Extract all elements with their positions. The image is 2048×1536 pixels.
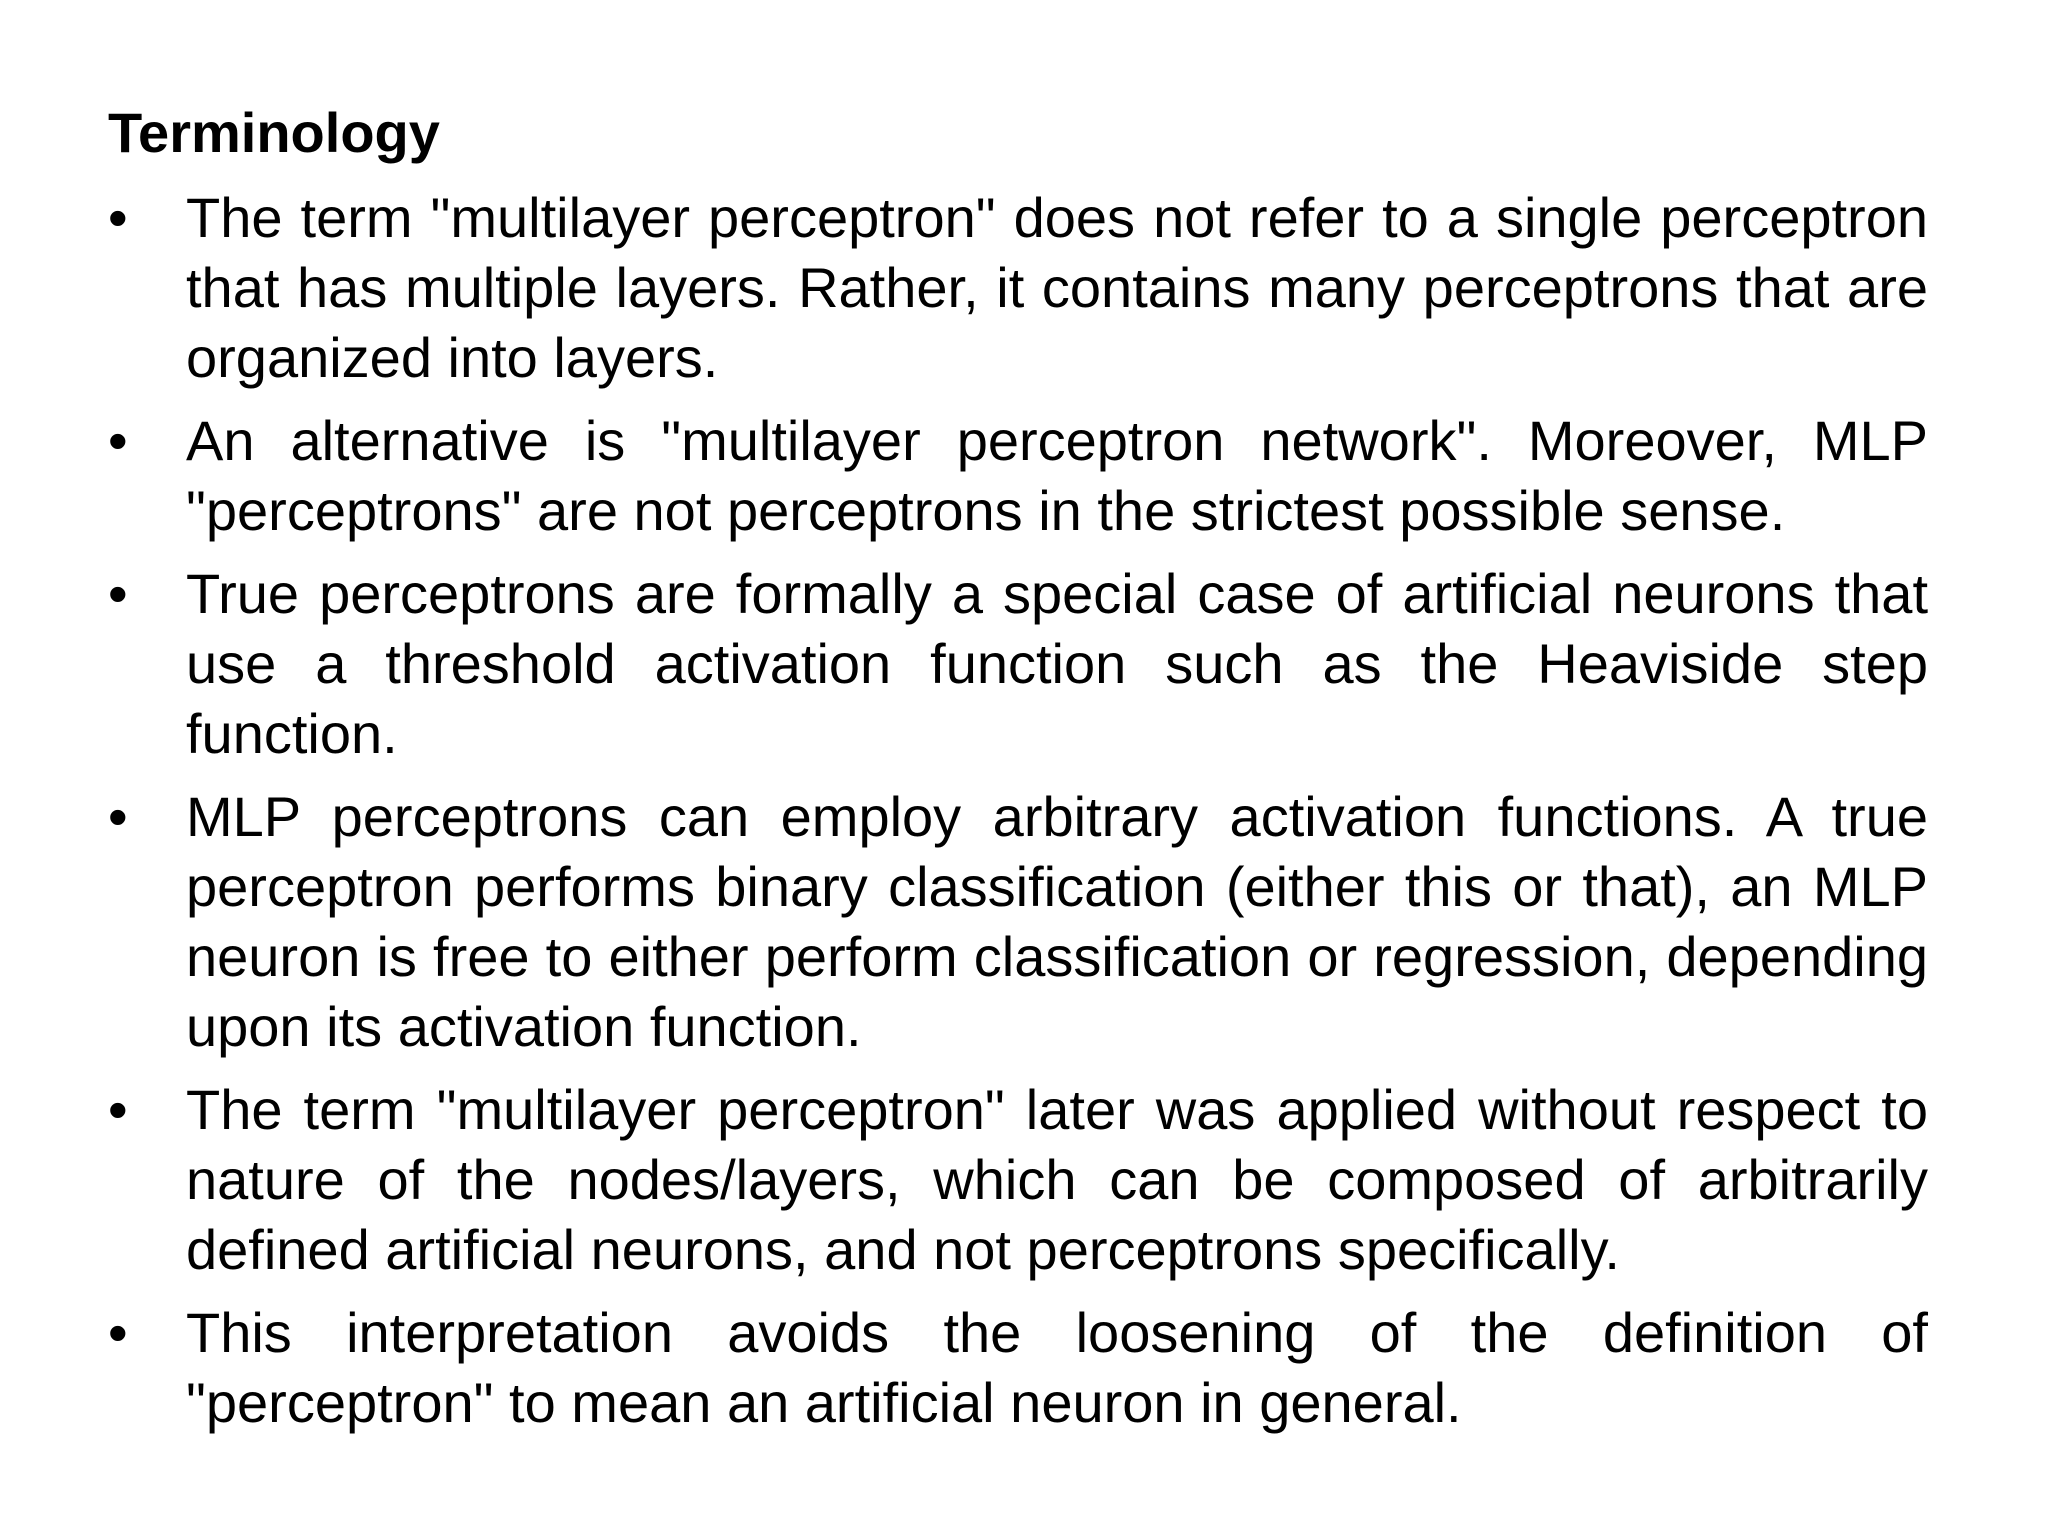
bullet-text: An alternative is "multilayer perceptron network". Moreover, MLP "perceptrons" are not perceptrons in the strictest possible sense. — [186, 409, 1928, 542]
bullet-text: True perceptrons are formally a special case of artificial neurons that use a threshold activation function such as the Heaviside step function. — [186, 562, 1928, 765]
bullet-marker: • — [108, 409, 128, 472]
bullet-item — [108, 559, 1928, 769]
bullet-item — [108, 183, 1928, 393]
bullet-item — [108, 1298, 1928, 1438]
bullet-text: The term "multilayer perceptron" later was applied without respect to nature of the nodes/layers, which can be composed of arbitrarily defined artificial neurons, and not perceptrons specifically. — [186, 1078, 1928, 1281]
bullet-marker: • — [108, 186, 128, 249]
slide-title: Terminology — [108, 101, 440, 164]
bullet-item — [108, 782, 1928, 1062]
bullet-text: The term "multilayer perceptron" does not refer to a single perceptron that has multiple layers. Rather, it contains many perceptrons that are organized into layers. — [186, 186, 1928, 389]
bullet-marker: • — [108, 1301, 128, 1364]
bullet-item — [108, 1075, 1928, 1285]
bullet-item — [108, 406, 1928, 546]
bullet-marker: • — [108, 562, 128, 625]
bullet-marker: • — [108, 1078, 128, 1141]
bullet-text: MLP perceptrons can employ arbitrary activation functions. A true perceptron performs binary classification (either this or that), an MLP neuron is free to either perform classification or regression, depending upon its activation function. — [186, 785, 1928, 1058]
bullet-marker: • — [108, 785, 128, 848]
bullet-text: This interpretation avoids the loosening of the definition of "perceptron" to mean an artificial neuron in general. — [186, 1301, 1928, 1434]
bullet-list — [108, 183, 1928, 1451]
